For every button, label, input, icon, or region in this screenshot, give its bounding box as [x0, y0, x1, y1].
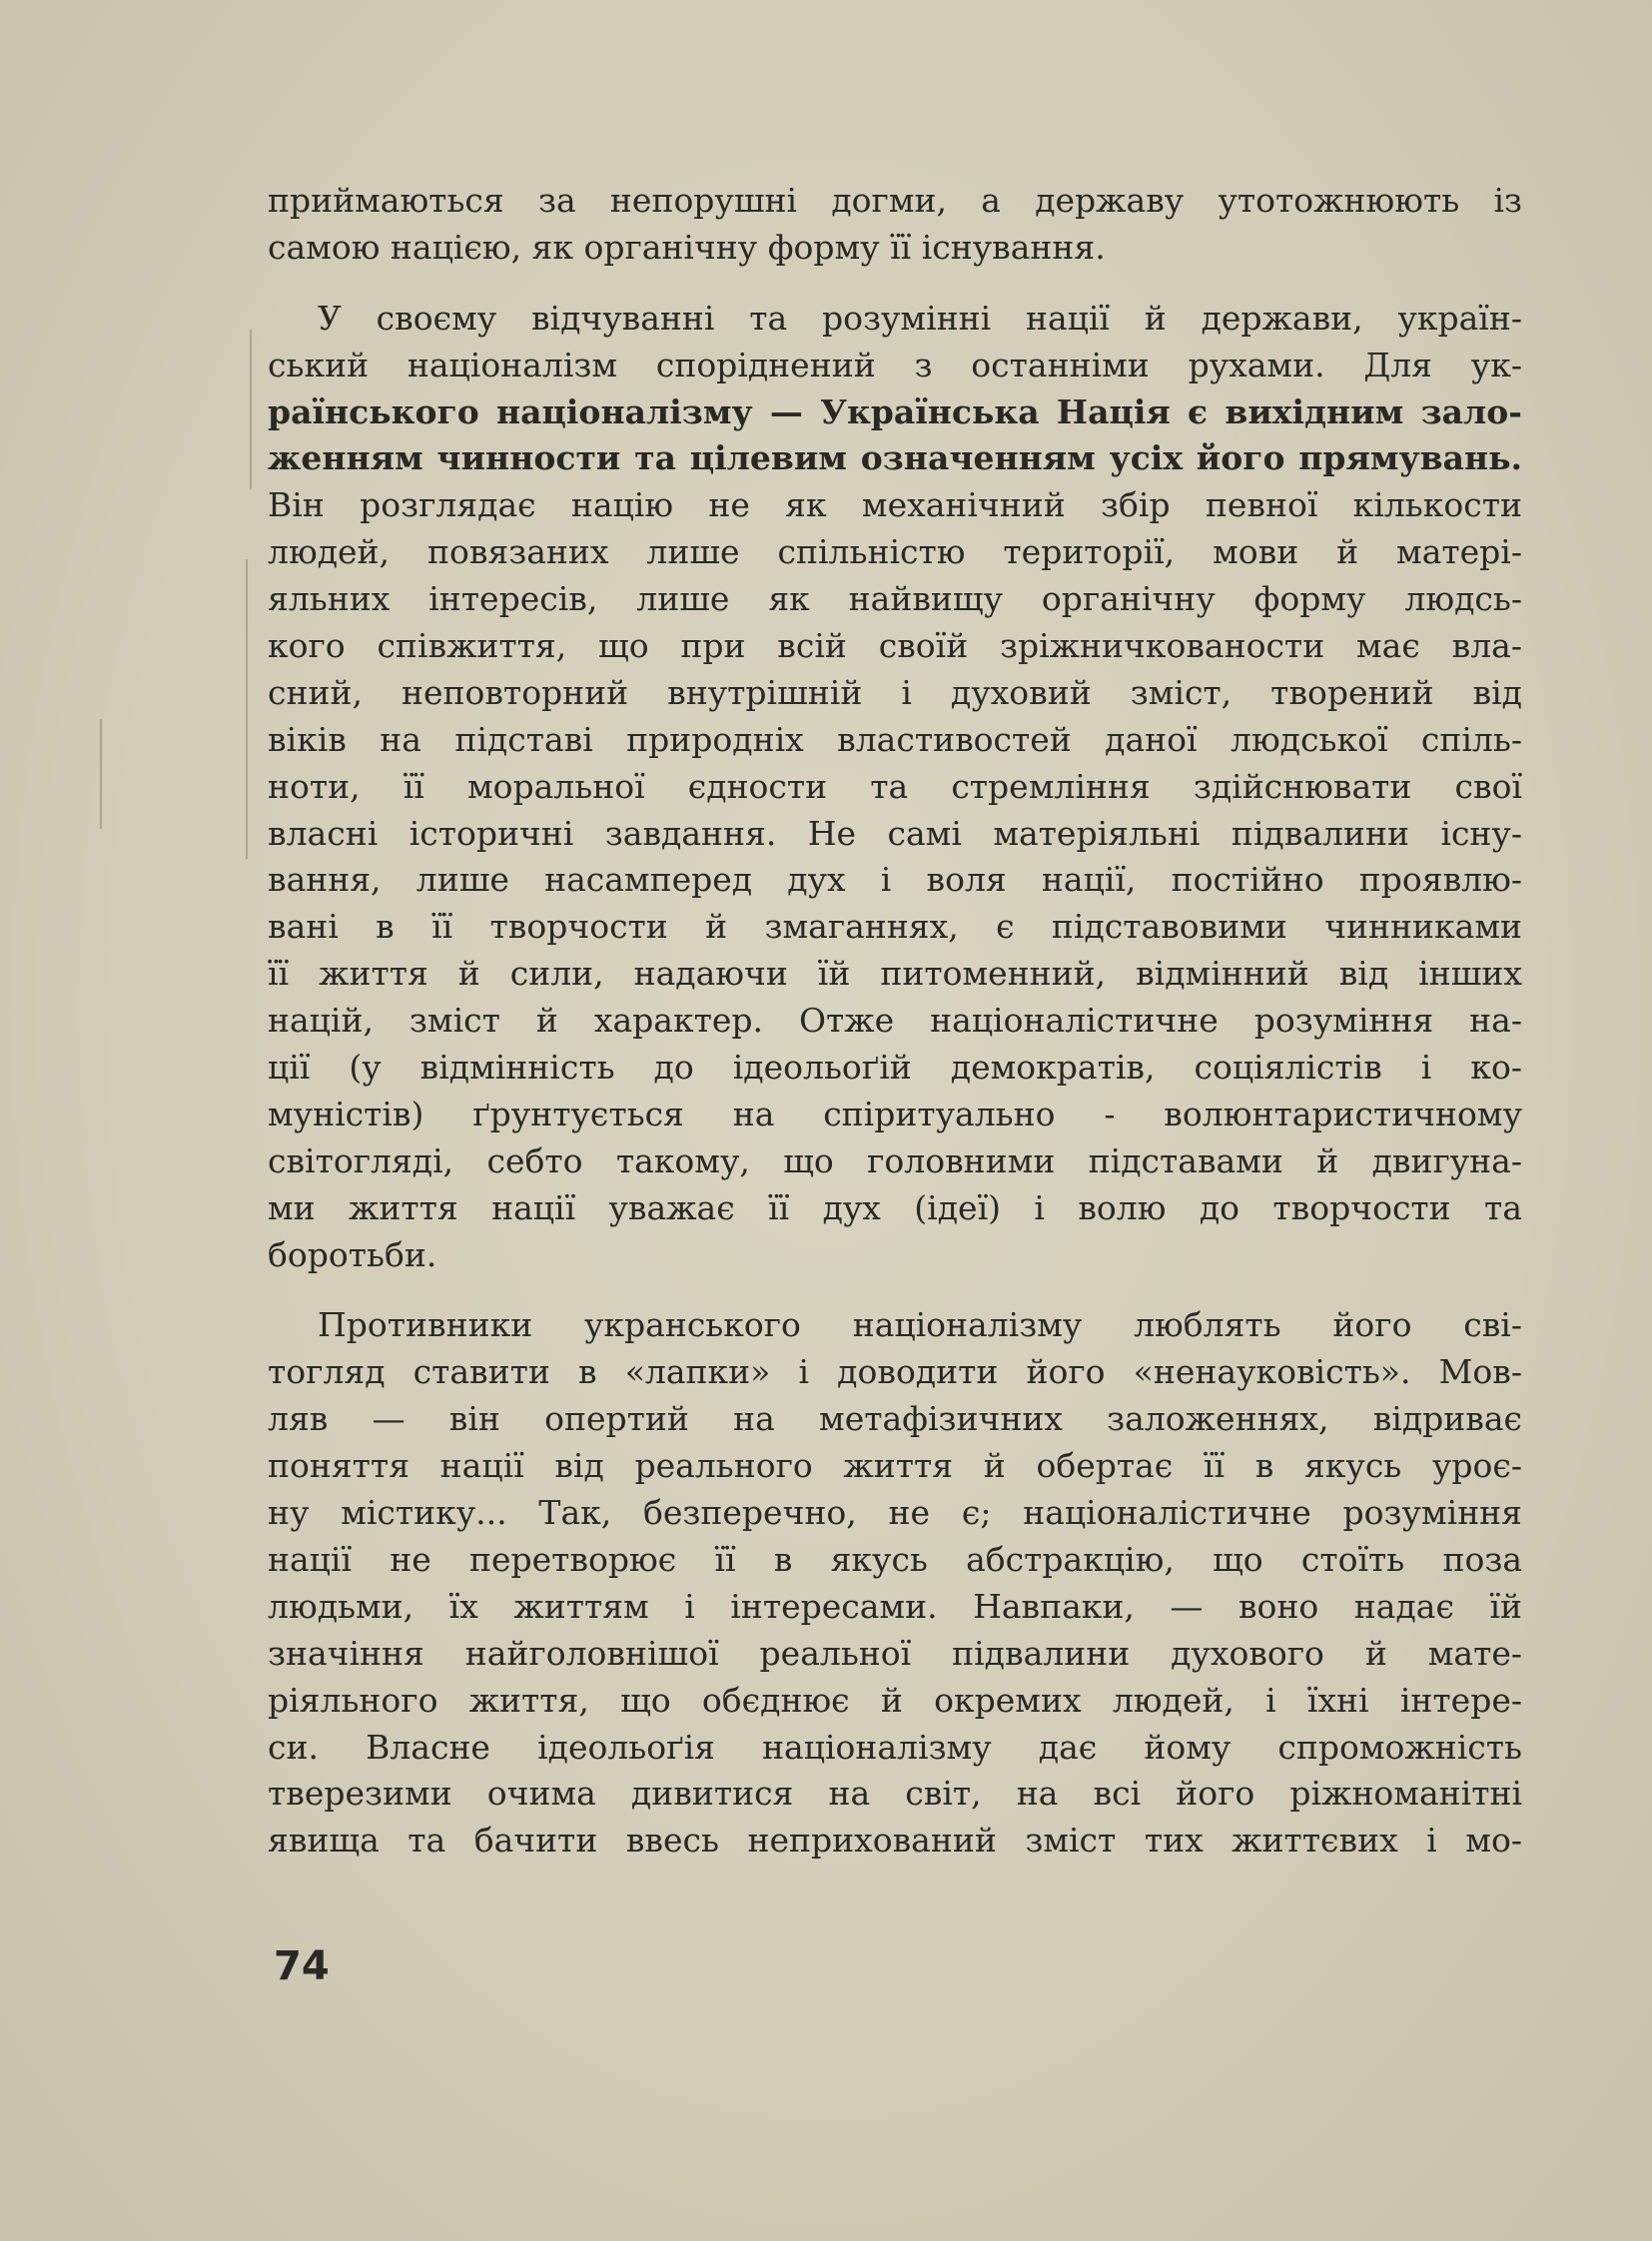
text-line: явища та бачити ввесь неприхований зміст тих життєвих і мо-: [268, 1821, 1522, 1861]
margin-mark: [100, 719, 102, 829]
text-line: тверезими очима дивитися на світ, на всі його ріжноманітні: [268, 1774, 1522, 1814]
text-line: яльних інтересів, лише як найвищу органічну форму людсь-: [268, 579, 1522, 619]
text-line: ріяльного життя, що обєднює й окремих людей, і їхні інтере-: [268, 1680, 1522, 1720]
text-line: ський націоналізм споріднений з останніми рухами. Для ук-: [268, 345, 1522, 384]
text-line: раїнського націоналізму — Українська Нація є вихідним зало-: [268, 391, 1522, 431]
paragraph-1: [268, 178, 1522, 272]
body-text: [268, 178, 1522, 1865]
text-line: приймаються за непорушні догми, а державу утотожнюють із: [268, 181, 1522, 220]
text-line: її життя й сили, надаючи їй питоменний, відмінний від інших: [268, 954, 1522, 994]
text-line: вані в її творчости й змаганнях, є підставовими чинниками: [268, 907, 1522, 947]
text-line: У своєму відчуванні та розумінні нації й держави, україн-: [318, 298, 1522, 338]
text-line: Противники укранського націоналізму люблять його сві-: [318, 1305, 1522, 1345]
text-line: значіння найголовнішої реальної підвалини духового й мате-: [268, 1633, 1522, 1673]
text-line: боротьби.: [268, 1234, 437, 1274]
text-line: сний, неповторний внутрішній і духовий зміст, творений від: [268, 672, 1522, 712]
text-line: ноти, її моральної єдности та стремління здійснювати свої: [268, 766, 1522, 806]
text-line: ми життя нації уважає її дух (ідеї) і волю до творчости та: [268, 1187, 1522, 1227]
text-line: ляв — він опертий на метафізичних заложеннях, відриває: [268, 1399, 1522, 1439]
text-line: націй, зміст й характер. Отже націоналістичне розуміння на-: [268, 1001, 1522, 1041]
text-line: вання, лише насамперед дух і воля нації, постійно проявлю-: [268, 860, 1522, 900]
text-line: си. Власне ідеольоґія націоналізму дає йому спроможність: [268, 1727, 1522, 1767]
text-line: ну містику... Так, безперечно, не є; націоналістичне розуміння: [268, 1493, 1522, 1533]
margin-mark: [250, 330, 252, 489]
text-line: женням чинности та цілевим означенням усіх його прямувань.: [268, 438, 1522, 478]
text-line: муністів) ґрунтується на спіритуально - волюнтаристичному: [268, 1094, 1522, 1133]
text-line: власні історичні завдання. Не самі матеріяльні підвалини існу-: [268, 813, 1522, 853]
text-line: нації не перетворює її в якусь абстракцію, що стоїть поза: [268, 1539, 1522, 1579]
text-line: тогляд ставити в «лапки» і доводити його «ненауковість». Мов-: [268, 1352, 1522, 1392]
text-line: поняття нації від реального життя й обертає її в якусь уроє-: [268, 1446, 1522, 1486]
text-line: Він розглядає націю не як механічний збір певної кількости: [268, 485, 1522, 525]
text-line: світогляді, себто такому, що головними підставами й двигуна-: [268, 1140, 1522, 1180]
text-line: людьми, їх життям і інтересами. Навпаки, — воно надає їй: [268, 1586, 1522, 1626]
margin-mark: [246, 559, 248, 859]
text-line: самою нацією, як органічну форму її існування.: [268, 227, 1106, 267]
paragraph-2: [268, 296, 1522, 1279]
text-line: кого співжиття, що при всій своїй зріжничкованости має вла-: [268, 626, 1522, 666]
paragraph-3: [268, 1302, 1522, 1865]
text-line: людей, повязаних лише спільністю території, мови й матері-: [268, 532, 1522, 572]
text-line: віків на підставі природніх властивостей даної людської спіль-: [268, 719, 1522, 759]
page-number: 74: [274, 1943, 330, 1989]
text-line: ції (у відмінність до ідеольоґій демократів, соціялістів і ко-: [268, 1048, 1522, 1088]
